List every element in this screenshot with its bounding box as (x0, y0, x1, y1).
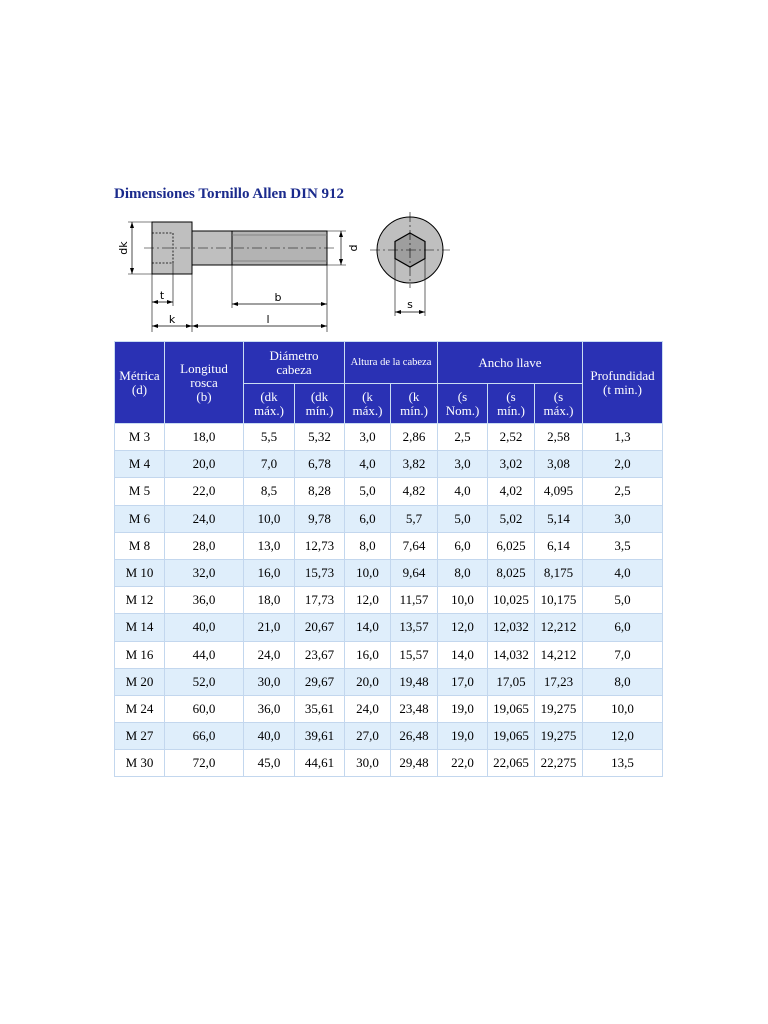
cell-metrica: M 24 (115, 695, 165, 722)
header-profundidad-line2: (t min.) (603, 381, 642, 397)
header-s-nom-line1: (s (457, 388, 468, 404)
cell-s-min: 10,025 (488, 587, 535, 614)
table-row (115, 424, 663, 451)
cell-dk-min: 12,73 (295, 532, 345, 559)
cell-dk-max: 45,0 (244, 750, 295, 777)
cell-dk-max: 5,5 (244, 424, 295, 451)
label-k: k (168, 313, 176, 326)
cell-dk-max: 10,0 (244, 505, 295, 532)
cell-k-min: 29,48 (391, 750, 438, 777)
cell-s-max: 22,275 (535, 750, 583, 777)
cell-k-min: 5,7 (391, 505, 438, 532)
cell-k-max: 24,0 (345, 695, 391, 722)
cell-s-min: 19,065 (488, 723, 535, 750)
header-metrica-line1: Métrica (119, 367, 160, 383)
cell-longitud: 28,0 (165, 532, 244, 559)
cell-s-min: 2,52 (488, 424, 535, 451)
cell-s-min: 6,025 (488, 532, 535, 559)
header-diametro-line1: Diámetro (269, 347, 319, 363)
cell-dk-max: 18,0 (244, 587, 295, 614)
cell-s-min: 22,065 (488, 750, 535, 777)
cell-k-min: 2,86 (391, 424, 438, 451)
cell-s-nom: 22,0 (438, 750, 488, 777)
header-metrica (115, 342, 165, 424)
cell-longitud: 60,0 (165, 695, 244, 722)
header-longitud (165, 342, 244, 424)
cell-profundidad: 8,0 (583, 668, 663, 695)
label-s: s (407, 298, 413, 311)
header-dk-min-line2: mín.) (305, 402, 334, 418)
cell-dk-max: 8,5 (244, 478, 295, 505)
cell-s-max: 14,212 (535, 641, 583, 668)
cell-s-nom: 19,0 (438, 695, 488, 722)
cell-metrica: M 30 (115, 750, 165, 777)
cell-metrica: M 20 (115, 668, 165, 695)
cell-k-max: 27,0 (345, 723, 391, 750)
cell-profundidad: 1,3 (583, 424, 663, 451)
cell-profundidad: 12,0 (583, 723, 663, 750)
cell-k-max: 8,0 (345, 532, 391, 559)
table-row (115, 587, 663, 614)
cell-s-nom: 10,0 (438, 587, 488, 614)
header-dk-min-line1: (dk (310, 388, 329, 404)
table-row (115, 559, 663, 586)
table-body (115, 424, 663, 777)
header-metrica-line2: (d) (131, 381, 148, 397)
cell-profundidad: 6,0 (583, 614, 663, 641)
cell-metrica: M 5 (115, 478, 165, 505)
cell-profundidad: 3,0 (583, 505, 663, 532)
cell-metrica: M 10 (115, 559, 165, 586)
header-longitud-line3: (b) (196, 388, 212, 404)
cell-s-max: 10,175 (535, 587, 583, 614)
cell-k-min: 9,64 (391, 559, 438, 586)
cell-k-max: 10,0 (345, 559, 391, 586)
cell-dk-max: 36,0 (244, 695, 295, 722)
header-s-nom (438, 384, 488, 424)
cell-s-min: 14,032 (488, 641, 535, 668)
cell-longitud: 18,0 (165, 424, 244, 451)
label-dk: dk (117, 241, 130, 255)
cell-s-max: 2,58 (535, 424, 583, 451)
cell-k-max: 16,0 (345, 641, 391, 668)
cell-dk-min: 20,67 (295, 614, 345, 641)
cell-s-max: 5,14 (535, 505, 583, 532)
cell-metrica: M 14 (115, 614, 165, 641)
header-dk-min (295, 384, 345, 424)
cell-longitud: 20,0 (165, 451, 244, 478)
cell-k-max: 14,0 (345, 614, 391, 641)
header-k-min-line2: mín.) (400, 402, 428, 418)
cell-s-nom: 2,5 (438, 424, 488, 451)
header-diametro (244, 342, 345, 384)
table-row (115, 723, 663, 750)
label-b: b (274, 291, 282, 304)
cell-k-max: 5,0 (345, 478, 391, 505)
cell-s-nom: 3,0 (438, 451, 488, 478)
cell-dk-max: 13,0 (244, 532, 295, 559)
header-longitud-line1: Longitud (180, 360, 228, 376)
cell-k-min: 26,48 (391, 723, 438, 750)
cell-longitud: 66,0 (165, 723, 244, 750)
cell-k-min: 19,48 (391, 668, 438, 695)
cell-s-nom: 17,0 (438, 668, 488, 695)
header-k-max (345, 384, 391, 424)
header-profundidad (583, 342, 663, 424)
cell-dk-max: 30,0 (244, 668, 295, 695)
cell-longitud: 40,0 (165, 614, 244, 641)
cell-dk-max: 40,0 (244, 723, 295, 750)
table-row (115, 505, 663, 532)
table-row (115, 641, 663, 668)
cell-dk-min: 17,73 (295, 587, 345, 614)
cell-s-max: 4,095 (535, 478, 583, 505)
header-k-min-line1: (k (408, 388, 420, 404)
cell-s-min: 17,05 (488, 668, 535, 695)
cell-dk-max: 24,0 (244, 641, 295, 668)
cell-s-nom: 4,0 (438, 478, 488, 505)
header-ancho: Ancho llave (438, 342, 583, 384)
cell-profundidad: 3,5 (583, 532, 663, 559)
label-l: l (266, 313, 270, 326)
header-profundidad-line1: Profundidad (590, 367, 655, 383)
cell-dk-min: 6,78 (295, 451, 345, 478)
cell-s-min: 3,02 (488, 451, 535, 478)
cell-s-max: 17,23 (535, 668, 583, 695)
cell-longitud: 32,0 (165, 559, 244, 586)
page-title: Dimensiones Tornillo Allen DIN 912 (114, 186, 345, 202)
cell-s-max: 12,212 (535, 614, 583, 641)
cell-k-min: 13,57 (391, 614, 438, 641)
cell-s-max: 8,175 (535, 559, 583, 586)
cell-dk-min: 23,67 (295, 641, 345, 668)
cell-metrica: M 27 (115, 723, 165, 750)
cell-s-nom: 6,0 (438, 532, 488, 559)
cell-s-max: 19,275 (535, 695, 583, 722)
cell-dk-min: 9,78 (295, 505, 345, 532)
header-altura: Altura de la cabeza (345, 342, 438, 384)
cell-dk-min: 8,28 (295, 478, 345, 505)
cell-dk-min: 29,67 (295, 668, 345, 695)
header-s-min-line2: mín.) (497, 402, 525, 418)
cell-metrica: M 6 (115, 505, 165, 532)
cell-k-max: 20,0 (345, 668, 391, 695)
cell-s-max: 3,08 (535, 451, 583, 478)
cell-metrica: M 8 (115, 532, 165, 559)
cell-s-min: 19,065 (488, 695, 535, 722)
label-d: d (347, 244, 360, 252)
cell-s-min: 5,02 (488, 505, 535, 532)
cell-profundidad: 10,0 (583, 695, 663, 722)
cell-k-max: 12,0 (345, 587, 391, 614)
cell-k-max: 30,0 (345, 750, 391, 777)
cell-longitud: 22,0 (165, 478, 244, 505)
cell-profundidad: 13,5 (583, 750, 663, 777)
table-row (115, 532, 663, 559)
header-diametro-line2: cabeza (276, 361, 312, 377)
cell-k-max: 6,0 (345, 505, 391, 532)
cell-profundidad: 7,0 (583, 641, 663, 668)
cell-k-min: 23,48 (391, 695, 438, 722)
cell-k-min: 11,57 (391, 587, 438, 614)
cell-longitud: 72,0 (165, 750, 244, 777)
cell-longitud: 52,0 (165, 668, 244, 695)
header-dk-max (244, 384, 295, 424)
cell-profundidad: 4,0 (583, 559, 663, 586)
cell-metrica: M 12 (115, 587, 165, 614)
table-row (115, 750, 663, 777)
cell-k-min: 3,82 (391, 451, 438, 478)
bolt-diagram (108, 208, 453, 333)
cell-s-nom: 8,0 (438, 559, 488, 586)
table-row (115, 451, 663, 478)
cell-metrica: M 4 (115, 451, 165, 478)
header-s-min-line1: (s (506, 388, 516, 404)
header-k-min (391, 384, 438, 424)
cell-longitud: 24,0 (165, 505, 244, 532)
cell-dk-max: 7,0 (244, 451, 295, 478)
cell-k-min: 4,82 (391, 478, 438, 505)
header-longitud-line2: rosca (190, 374, 218, 390)
cell-k-max: 4,0 (345, 451, 391, 478)
header-s-nom-line2: Nom.) (445, 402, 480, 418)
cell-dk-min: 15,73 (295, 559, 345, 586)
cell-s-nom: 5,0 (438, 505, 488, 532)
header-s-max-line2: máx.) (543, 402, 574, 418)
bolt-drawing (108, 208, 453, 333)
header-s-max-line1: (s (553, 388, 564, 404)
header-s-max (535, 384, 583, 424)
cell-dk-min: 44,61 (295, 750, 345, 777)
header-k-max-line1: (k (362, 388, 373, 404)
header-k-max-line2: máx.) (352, 402, 383, 418)
cell-s-min: 8,025 (488, 559, 535, 586)
cell-metrica: M 3 (115, 424, 165, 451)
cell-profundidad: 2,0 (583, 451, 663, 478)
dimensions-table (114, 341, 663, 777)
cell-s-nom: 14,0 (438, 641, 488, 668)
table-row (115, 478, 663, 505)
cell-s-nom: 12,0 (438, 614, 488, 641)
cell-k-min: 15,57 (391, 641, 438, 668)
cell-s-max: 19,275 (535, 723, 583, 750)
label-t: t (159, 289, 165, 302)
cell-dk-min: 35,61 (295, 695, 345, 722)
cell-s-nom: 19,0 (438, 723, 488, 750)
cell-profundidad: 5,0 (583, 587, 663, 614)
cell-longitud: 36,0 (165, 587, 244, 614)
cell-k-min: 7,64 (391, 532, 438, 559)
cell-metrica: M 16 (115, 641, 165, 668)
header-s-min (488, 384, 535, 424)
cell-dk-min: 5,32 (295, 424, 345, 451)
header-dk-max-line2: máx.) (254, 402, 284, 418)
cell-profundidad: 2,5 (583, 478, 663, 505)
table-row (115, 668, 663, 695)
cell-s-min: 12,032 (488, 614, 535, 641)
cell-s-min: 4,02 (488, 478, 535, 505)
header-dk-max-line1: (dk (260, 388, 278, 404)
cell-k-max: 3,0 (345, 424, 391, 451)
cell-s-max: 6,14 (535, 532, 583, 559)
cell-dk-max: 21,0 (244, 614, 295, 641)
cell-dk-max: 16,0 (244, 559, 295, 586)
cell-longitud: 44,0 (165, 641, 244, 668)
table-row (115, 614, 663, 641)
table-row (115, 695, 663, 722)
cell-dk-min: 39,61 (295, 723, 345, 750)
